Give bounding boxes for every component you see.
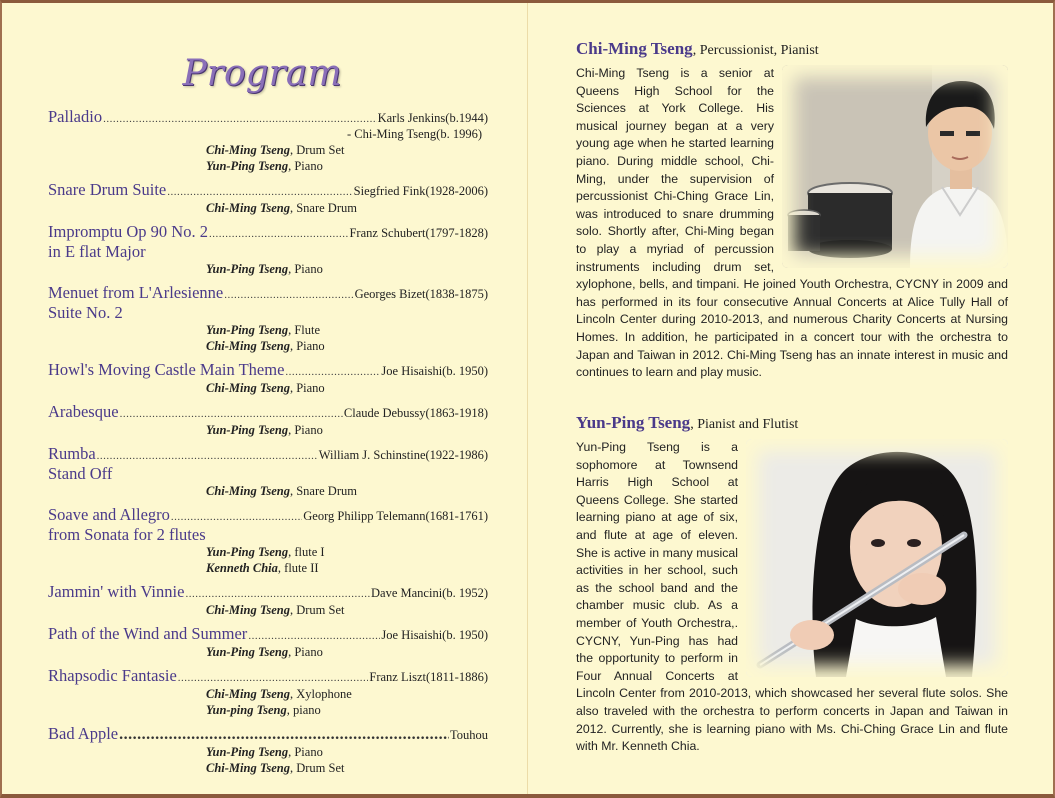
performer [48, 338, 488, 354]
piece-line [48, 402, 488, 422]
performer [48, 560, 488, 576]
piece-line [48, 222, 488, 242]
performer-name: Chi-Ming Tseng [206, 339, 290, 353]
performer-role: , Drum Set [289, 761, 345, 775]
piece-title: Bad Apple [48, 724, 119, 743]
piece-composer: Joe Hisaishi(b. 1950) [381, 364, 488, 378]
performer-name: Yun-Ping Tseng [206, 645, 289, 659]
piece-line [48, 724, 488, 744]
piece-composer: Dave Mancini(b. 1952) [371, 586, 488, 600]
performer-name: Yun-Ping Tseng [206, 545, 289, 559]
leader-dots [248, 630, 380, 642]
program-piece [48, 666, 488, 718]
performer-name: Chi-Ming Tseng [206, 603, 290, 617]
performer [48, 380, 488, 396]
program-piece [48, 444, 488, 499]
program-list [48, 107, 488, 782]
center-fold [527, 3, 528, 798]
piece-line [48, 505, 488, 525]
program-piece [48, 360, 488, 396]
piece-title: Palladio [48, 107, 103, 126]
performer-role: , piano [286, 703, 321, 717]
leader-dots [119, 726, 449, 744]
piece-composer: Georg Philipp Telemann(1681-1761) [303, 509, 488, 523]
bio-paragraph: Chi-Ming Tseng is a senior at Queens High School for the Sciences at York College. His musical journey began at a very young age when he started learning piano. During middle school, Chi-Ming, under the supervision of percussionist Chi-Ching Grace Lin, was introduced to snare drumming solo. Shortly after, Chi-Ming began to play a myriad of percussion instruments including drum set, xylophone, bells, and timpani. He joined Youth Orchestra, CYCNY in 2009 and has performed in its four consecutive Annual Concerts at Alice Tully Hall of Lincoln Center during 2010-2013, and numerous Charity Concerts at Nursing Homes. In addition, he participated in a concert tour with the orchestra to Japan and Taiwan in 2012. Chi-Ming Tseng has an innate interest in music and continues to learn and play music. [576, 66, 1008, 380]
performer [48, 760, 488, 776]
piece-title-continued: in E flat Major [48, 242, 146, 261]
performer [48, 602, 488, 618]
performer-name: Chi-Ming Tseng [206, 761, 290, 775]
piece-title-continued: Suite No. 2 [48, 303, 123, 322]
performer [48, 544, 488, 560]
piece-title: Soave and Allegro [48, 505, 170, 524]
piece-title: Snare Drum Suite [48, 180, 167, 199]
program-piece [48, 222, 488, 277]
performer [48, 322, 488, 338]
performer-name: Chi-Ming Tseng [206, 484, 290, 498]
leader-dots [224, 289, 353, 301]
program-piece [48, 107, 488, 174]
performer-role: , Piano [288, 423, 323, 437]
performer-role: , Piano [288, 262, 323, 276]
piece-line [48, 360, 488, 380]
bio-subtitle: , Percussionist, Pianist [692, 43, 819, 58]
performer-name: Yun-Ping Tseng [206, 423, 289, 437]
piece-title: Path of the Wind and Summer [48, 624, 248, 643]
piece-composer: Joe Hisaishi(b. 1950) [381, 628, 488, 642]
performer-role: , Drum Set [289, 603, 345, 617]
performer-name: Chi-Ming Tseng [206, 201, 290, 215]
photo-vignette [746, 439, 1008, 677]
performer [48, 483, 488, 499]
performer [48, 702, 488, 718]
piece-composer: Touhou [449, 728, 488, 742]
piece-line [48, 624, 488, 644]
piece-title: Impromptu Op 90 No. 2 [48, 222, 208, 241]
piece-title: Rhapsodic Fantasie [48, 666, 177, 685]
leader-dots [285, 366, 380, 378]
program-piece [48, 283, 488, 354]
leader-dots [120, 408, 343, 420]
photo-chiming-tseng [782, 65, 1008, 268]
piece-title-continued: Stand Off [48, 464, 113, 483]
piece-line [48, 107, 488, 127]
performer-role: , Snare Drum [289, 484, 357, 498]
performer [48, 686, 488, 702]
piece-title: Howl's Moving Castle Main Theme [48, 360, 285, 379]
program-piece [48, 582, 488, 618]
performer [48, 644, 488, 660]
performer-role: , Piano [289, 381, 325, 395]
piece-composer: Siegfried Fink(1928-2006) [353, 184, 488, 198]
performer-name: Yun-Ping Tseng [206, 159, 289, 173]
bio-text-chiming [576, 65, 1008, 382]
bio-heading-yunping [576, 413, 798, 433]
leader-dots [185, 588, 370, 600]
performer-role: , Piano [289, 339, 325, 353]
program-title: Program [182, 53, 342, 94]
program-piece [48, 402, 488, 438]
leader-dots [97, 450, 318, 462]
performer-name: Chi-Ming Tseng [206, 381, 290, 395]
bio-text-yunping [576, 439, 1008, 756]
performer-name: Yun-Ping Tseng [206, 262, 289, 276]
performer [48, 261, 488, 277]
bio-name: Yun-Ping Tseng [576, 413, 691, 432]
piece-line [48, 582, 488, 602]
performer-role: , flute II [277, 561, 319, 575]
bio-paragraph: Yun-Ping Tseng is a sophomore at Townsend Harris High School at Queens College. She started learning piano at age of six, and flute at age of eleven. She is active in many musical activities in her school, such as the school band and the chamber music club. As a member of Youth Orchestra,. CYCNY, Yun-Ping has had the opportunity to perform in Four Annual Concerts at Lincoln Center from 2010-2013, which showcased her several flute solos. She also traveled with the orchestra to perform concerts in Japan and Taiwan in 2012. Currently, she is learning piano with Ms. Chi-Ching Grace Lin and flute with Mr. Kenneth Chia. [576, 440, 1008, 754]
piece-line [48, 444, 488, 464]
piece-title: Menuet from L'Arlesienne [48, 283, 224, 302]
performer-role: , Snare Drum [289, 201, 357, 215]
piece-line [48, 283, 488, 303]
piece-composer: Franz Liszt(1811-1886) [369, 670, 488, 684]
piece-arranger: - Chi-Ming Tseng(b. 1996) [347, 127, 482, 141]
program-piece [48, 624, 488, 660]
performer-role: , Piano [288, 159, 323, 173]
performer-role: , Drum Set [289, 143, 345, 157]
program-piece [48, 505, 488, 576]
bio-heading-chiming [576, 39, 819, 59]
piece-line [48, 180, 488, 200]
photo-vignette [782, 65, 1008, 268]
performer-name: Kenneth Chia [206, 561, 278, 575]
performer [48, 200, 488, 216]
leader-dots [171, 511, 302, 523]
performer [48, 158, 488, 174]
program-piece [48, 724, 488, 776]
piece-composer: Claude Debussy(1863-1918) [343, 406, 488, 420]
performer-role: , flute I [288, 545, 325, 559]
bio-subtitle: , Pianist and Flutist [690, 417, 799, 432]
bio-name: Chi-Ming Tseng [576, 39, 693, 58]
performer-name: Chi-Ming Tseng [206, 143, 290, 157]
photo-yunping-tseng [746, 439, 1008, 677]
piece-composer: Karls Jenkins(b.1944) [377, 111, 488, 125]
program-piece [48, 180, 488, 216]
performer-role: , Piano [288, 745, 323, 759]
leader-dots [178, 672, 369, 684]
leader-dots [103, 113, 377, 125]
performer-role: , Flute [288, 323, 321, 337]
performer-role: , Piano [288, 645, 323, 659]
piece-title: Rumba [48, 444, 96, 463]
piece-title-continued: from Sonata for 2 flutes [48, 525, 206, 544]
performer [48, 142, 488, 158]
performer [48, 422, 488, 438]
piece-composer: William J. Schinstine(1922-1986) [318, 448, 488, 462]
piece-line [48, 666, 488, 686]
performer-name: Yun-ping Tseng [206, 703, 287, 717]
piece-title: Jammin' with Vinnie [48, 582, 185, 601]
performer-role: , Xylophone [289, 687, 352, 701]
performer [48, 744, 488, 760]
piece-composer: Franz Schubert(1797-1828) [349, 226, 488, 240]
performer-name: Yun-Ping Tseng [206, 323, 289, 337]
performer-name: Chi-Ming Tseng [206, 687, 290, 701]
leader-dots [209, 228, 349, 240]
piece-composer: Georges Bizet(1838-1875) [354, 287, 488, 301]
piece-title: Arabesque [48, 402, 119, 421]
performer-name: Yun-Ping Tseng [206, 745, 289, 759]
leader-dots [167, 186, 352, 198]
